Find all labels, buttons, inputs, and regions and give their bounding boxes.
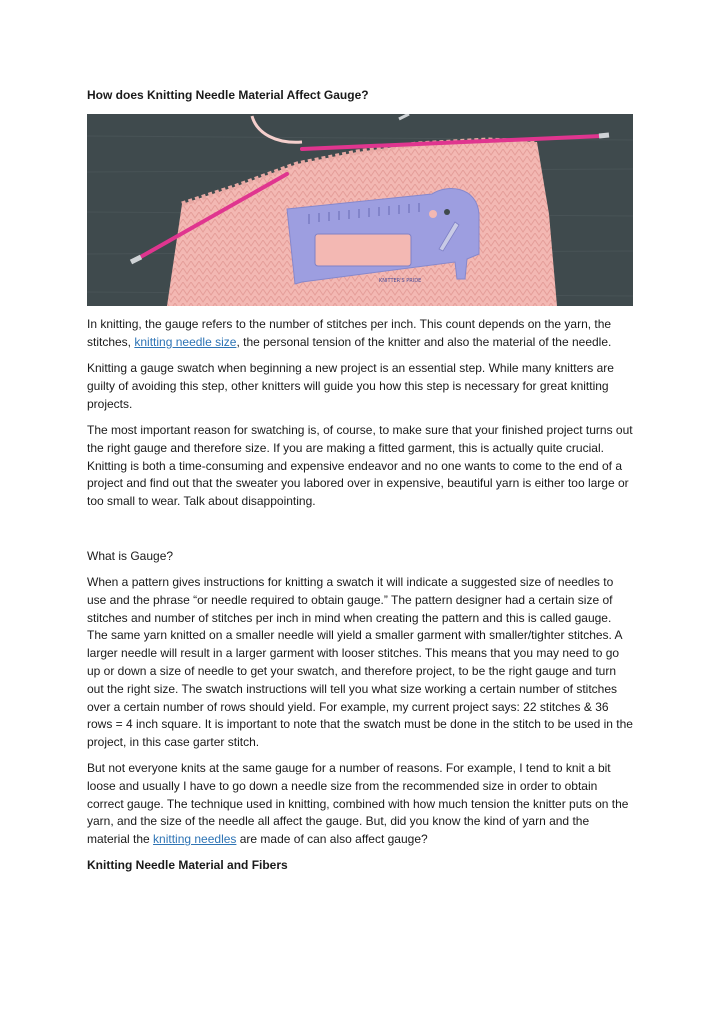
section-heading-what-is-gauge: What is Gauge? (87, 549, 174, 563)
subheading-needle-material: Knitting Needle Material and Fibers (87, 858, 288, 872)
paragraph-tension: But not everyone knits at the same gauge for a number of reasons. For example, I tend to knit a bit loose and usually I have to go down a needle size from the recommended size in order to obtain correct gauge. The technique used in knitting, combined with how much tension the knitter puts on the yarn, and the size of the needle all affect the gauge. But, did you know the kind of yarn and the material the knitting needles are made of can also affect gauge? (87, 761, 629, 847)
paragraph-swatching-reason: The most important reason for swatching is, of course, to make sure that your finished project turns out the right gauge and therefore size. If you are making a fitted garment, this is actually quite crucial. Knitting is both a time-consuming and expensive endeavor and no one wants to come to the end of a project and find out that the sweater you labored over in expensive, beautiful yarn is either too large or too small to wear. Talk about disappointing. (87, 423, 633, 509)
gauge-tool-brand: KNITTER'S PRIDE (379, 278, 422, 284)
article-title: How does Knitting Needle Material Affect Gauge? (87, 88, 369, 102)
paragraph-intro: In knitting, the gauge refers to the number of stitches per inch. This count depends on the yarn, the stitches, knitting needle size, the personal tension of the knitter and also the material of the needle. (87, 317, 612, 349)
knitting-gauge-photo (87, 114, 633, 306)
paragraph-swatch: Knitting a gauge swatch when beginning a new project is an essential step. While many knitters are guilty of avoiding this step, other knitters will guide you how this step is necessary for great knitting projects. (87, 361, 614, 411)
link-knitting-needle-size[interactable]: knitting needle size (134, 334, 237, 349)
paragraph-pattern-gauge: When a pattern gives instructions for knitting a swatch it will indicate a suggested size of needles to use and the phrase “or needle required to obtain gauge.” The pattern designer had a certain size of stitches and number of stitches per inch in mind when creating the pattern and this is called gauge. The same yarn knitted on a smaller needle will yield a smaller garment with smaller/tighter stitches. A larger needle will result in a larger garment with looser stitches. This means that you may need to go up or down a size of needle to get your swatch, and therefore project, to be the right gauge and turn out the right size. The swatch instructions will tell you what size working a certain number of stitches over a certain number of rows should yield. For example, my current project says: 22 stitches & 36 rows = 4 inch square. It is important to note that the swatch must be done in the stitch to be used in the project, in this case garter stitch. (87, 575, 633, 750)
link-knitting-needles[interactable]: knitting needles (153, 832, 237, 847)
